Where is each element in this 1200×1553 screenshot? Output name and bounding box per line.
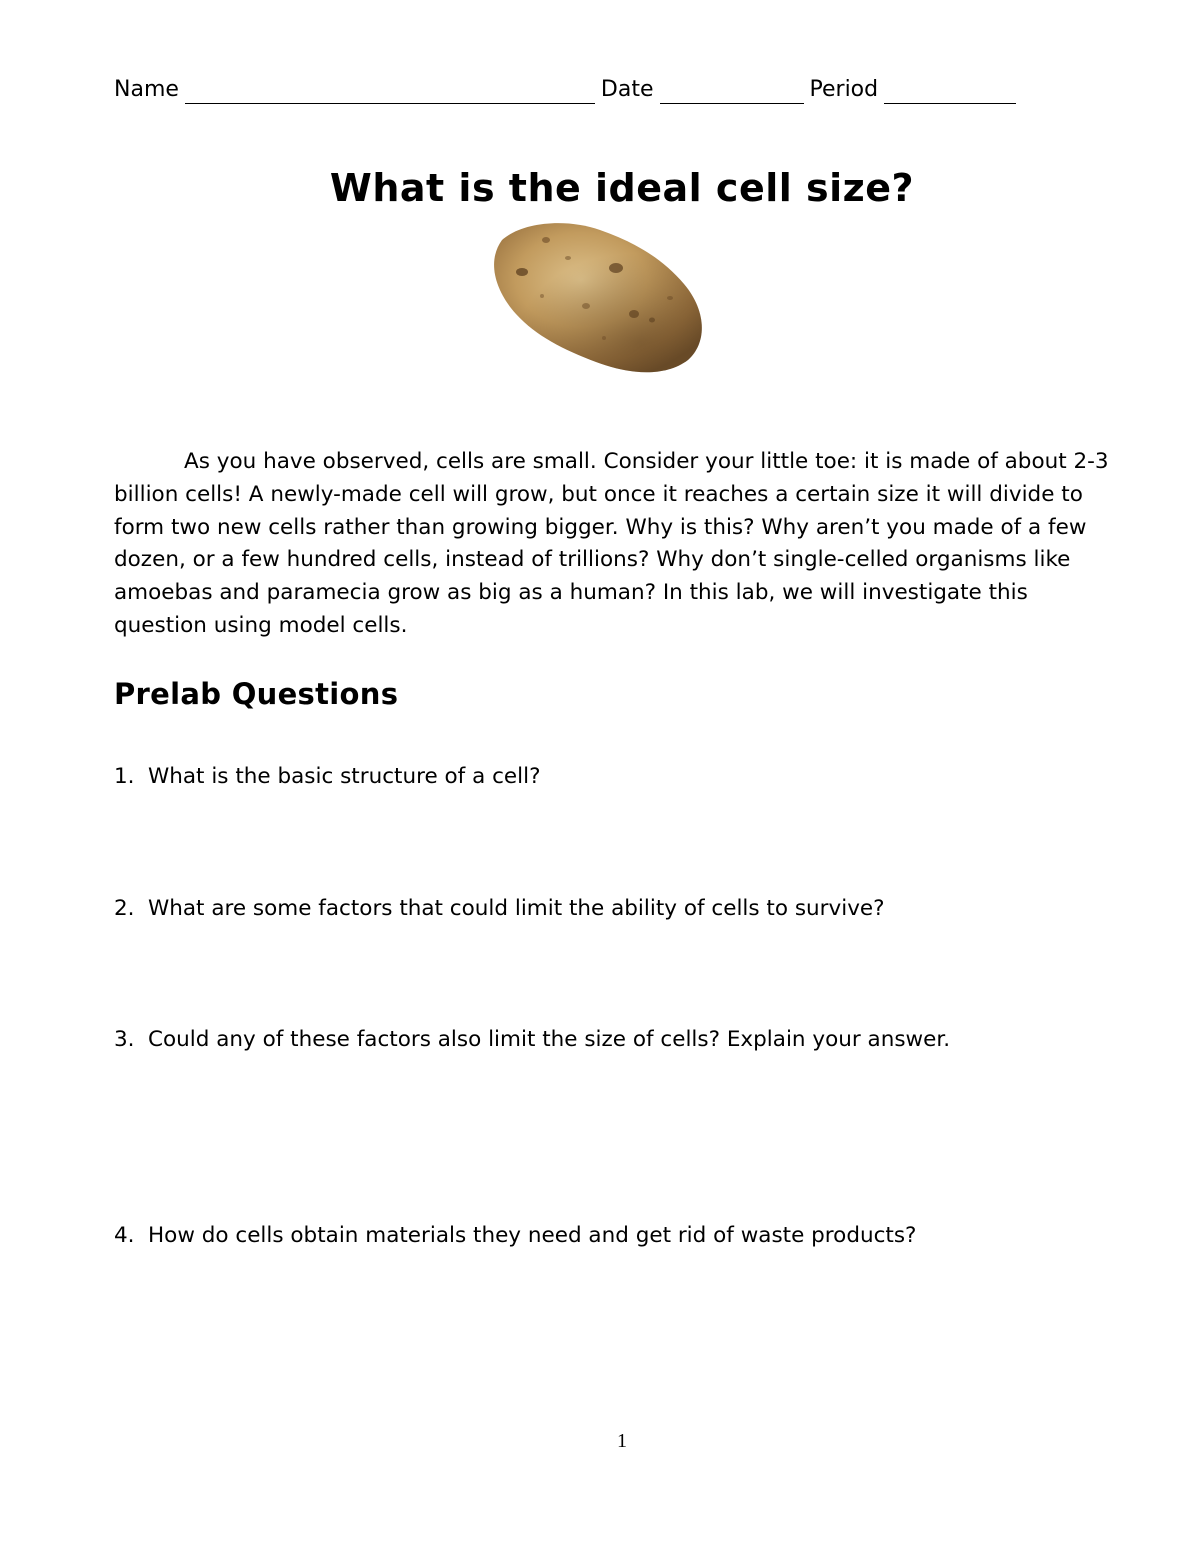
prelab-question-3 xyxy=(114,1025,950,1055)
name-blank[interactable] xyxy=(185,81,595,104)
question-number: 1. xyxy=(114,764,135,789)
prelab-question-4 xyxy=(114,1221,916,1251)
prelab-heading: Prelab Questions xyxy=(114,677,399,711)
student-info-header xyxy=(114,72,1034,104)
date-label: Date xyxy=(600,77,654,102)
period-label: Period xyxy=(809,77,879,102)
prelab-question-2 xyxy=(114,894,885,924)
date-blank[interactable] xyxy=(660,81,804,104)
potato-image xyxy=(484,218,710,378)
question-text: Could any of these factors also limit the size of cells? Explain your answer. xyxy=(148,1027,951,1052)
name-label: Name xyxy=(114,77,179,102)
question-text: What is the basic structure of a cell? xyxy=(148,764,541,789)
potato-icon xyxy=(484,218,710,378)
page-title: What is the ideal cell size? xyxy=(329,166,915,210)
question-text: How do cells obtain materials they need and get rid of waste products? xyxy=(148,1223,917,1248)
question-number: 3. xyxy=(114,1027,135,1052)
prelab-question-1 xyxy=(114,762,540,792)
question-number: 2. xyxy=(114,896,135,921)
question-text: What are some factors that could limit the ability of cells to survive? xyxy=(148,896,885,921)
intro-paragraph: As you have observed, cells are small. Consider your little toe: it is made of about 2-3 billion cells! A newly-made cell will grow, but once it reaches a certain size it will divide to form two new cells rather than growing bigger. Why is this? Why aren’t you made of a few dozen, or a few hundred cells, instead of trillions? Why don’t single-celled organisms like amoebas and paramecia grow as big as a human? In this lab, we will investigate this question using model cells. xyxy=(114,449,1109,638)
page-number: 1 xyxy=(617,1430,627,1452)
period-blank[interactable] xyxy=(884,81,1016,104)
question-number: 4. xyxy=(114,1223,135,1248)
